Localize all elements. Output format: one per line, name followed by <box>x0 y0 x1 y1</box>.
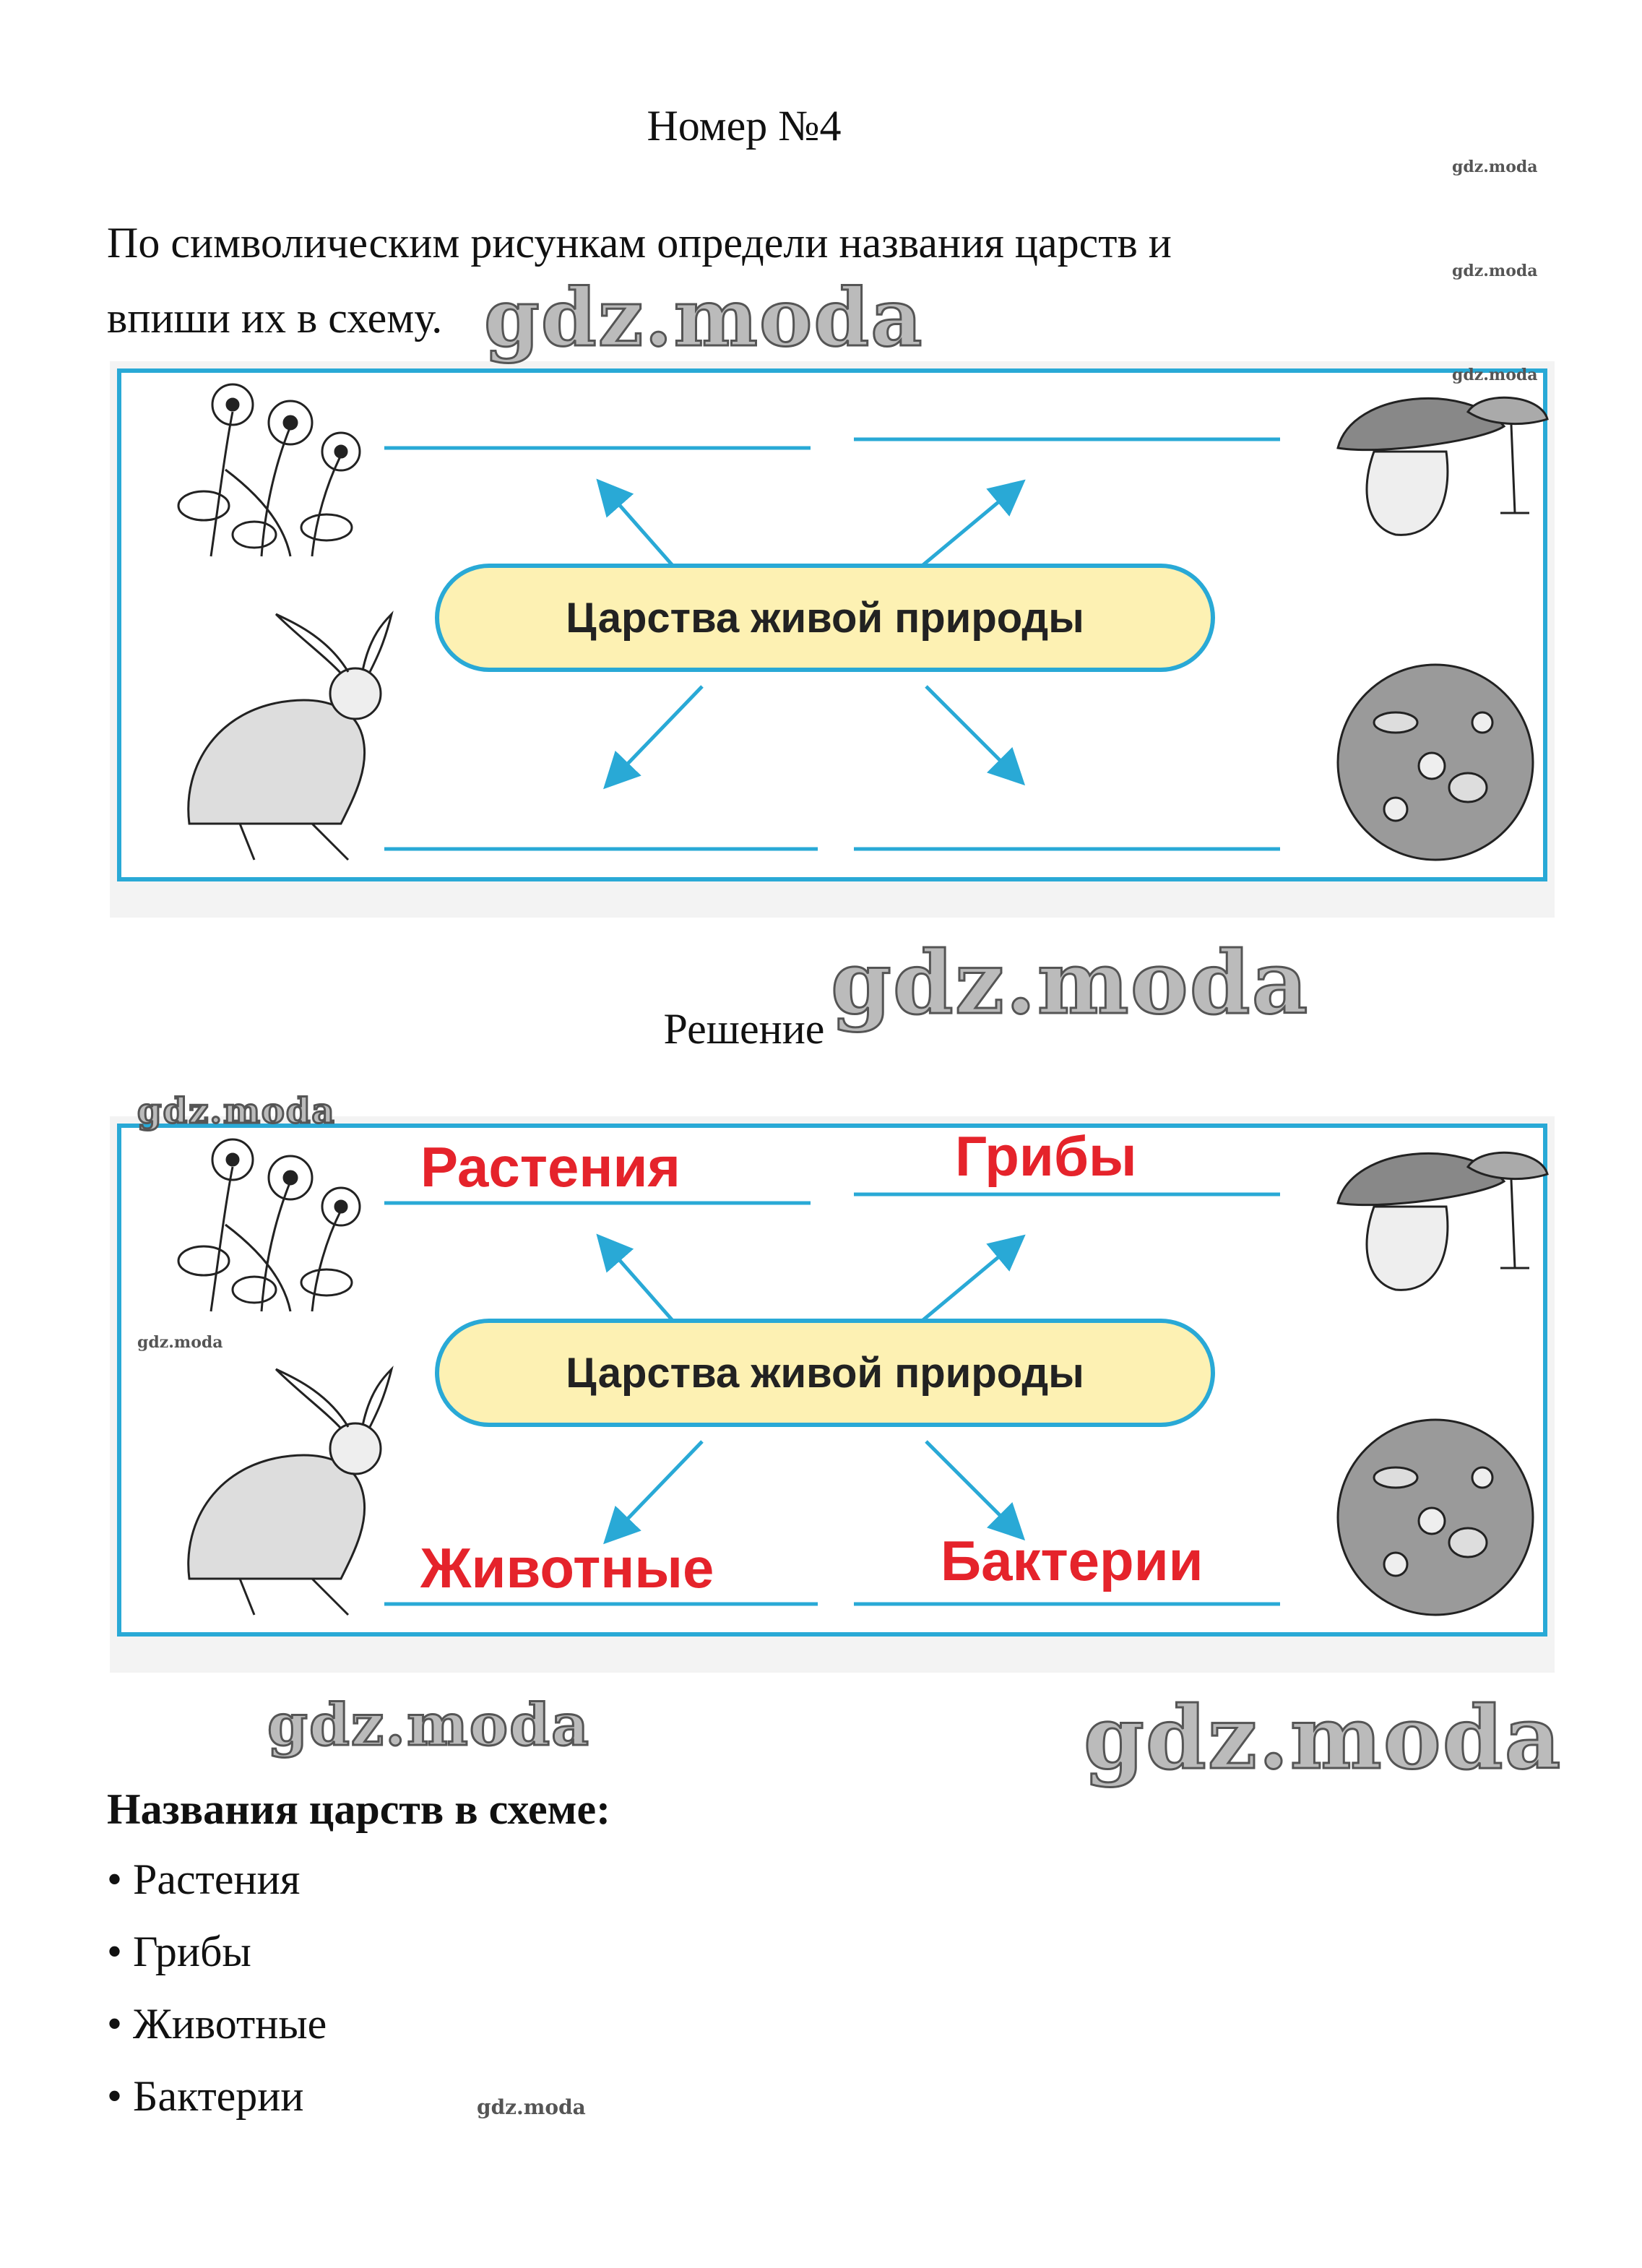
task-line-1: По символическим рисункам определи названия царств и <box>107 219 1172 267</box>
answer-fungi: Грибы <box>955 1124 1137 1188</box>
scheme-solution <box>110 1116 1555 1673</box>
solution-title: Решение <box>663 1005 825 1053</box>
watermark: gdz.moda <box>484 271 924 364</box>
mushrooms-icon <box>1338 1152 1547 1290</box>
watermark: gdz.moda <box>1452 366 1538 384</box>
flowers-icon <box>178 384 360 556</box>
answer-bacteria: Бактерии <box>941 1529 1204 1592</box>
flowers-icon <box>178 1139 360 1311</box>
watermark: gdz.moda <box>267 1691 590 1759</box>
watermark: gdz.moda <box>137 1091 336 1131</box>
answer-animals: Животные <box>420 1536 714 1600</box>
answer-heading: Названия царств в схеме: <box>107 1785 611 1833</box>
watermark: gdz.moda <box>1452 262 1538 280</box>
list-item: • Бактерии <box>107 2072 327 2144</box>
page-title: Номер №4 <box>647 102 842 150</box>
microbes-icon <box>1338 665 1533 860</box>
scheme-task <box>110 361 1555 918</box>
hare-icon <box>189 1369 392 1615</box>
watermark: gdz.moda <box>1452 158 1538 176</box>
list-item: • Животные <box>107 2000 327 2072</box>
watermark: gdz.moda <box>1084 1687 1563 1789</box>
watermark: gdz.moda <box>137 1333 223 1352</box>
answer-plants: Растения <box>420 1135 680 1199</box>
list-item: • Грибы <box>107 1928 327 2000</box>
hare-icon <box>189 614 392 860</box>
answer-list <box>107 1855 327 2144</box>
task-line-2: впиши их в схему. <box>107 294 443 342</box>
list-item: • Растения <box>107 1855 327 1928</box>
watermark: gdz.moda <box>831 932 1310 1034</box>
scheme-center-label: Царства живой природы <box>435 1319 1215 1427</box>
watermark: gdz.moda <box>477 2095 586 2119</box>
microbes-icon <box>1338 1420 1533 1615</box>
scheme-center-label: Царства живой природы <box>435 564 1215 672</box>
mushrooms-icon <box>1338 397 1547 535</box>
